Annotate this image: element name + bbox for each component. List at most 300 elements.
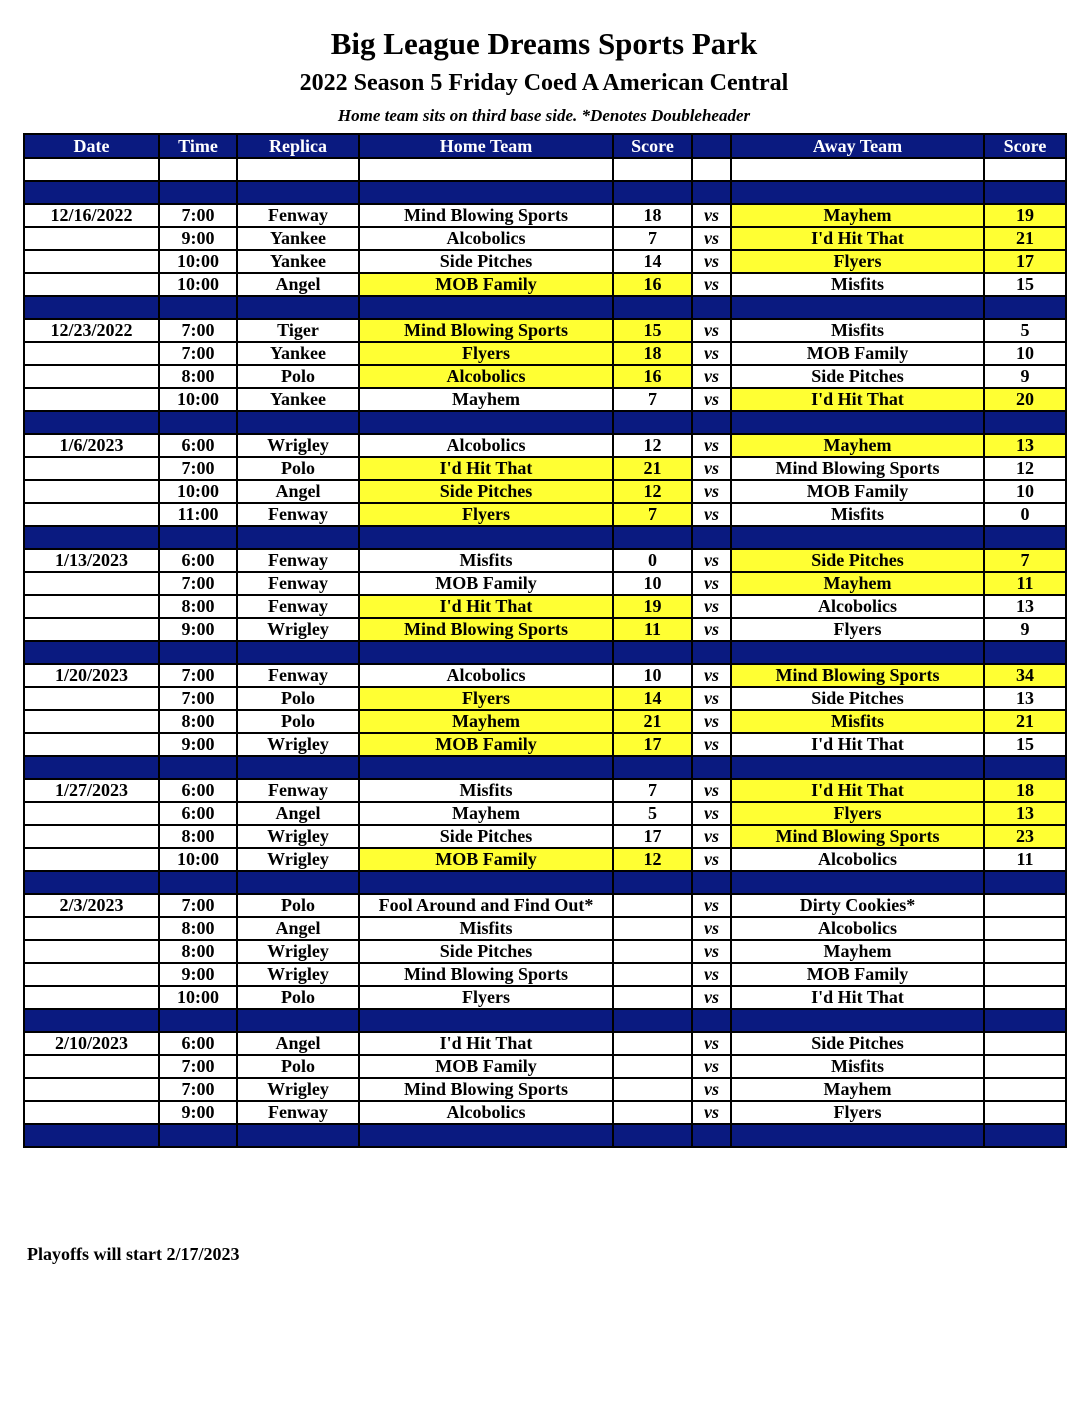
- away-score-cell: 15: [984, 273, 1066, 296]
- away-score-cell: 21: [984, 710, 1066, 733]
- game-row: [24, 986, 1066, 1009]
- game-row: [24, 319, 1066, 342]
- vs-label: [692, 1124, 731, 1147]
- home-score-cell: [613, 1009, 692, 1032]
- date-cell: 12/16/2022: [24, 204, 159, 227]
- game-row: [24, 365, 1066, 388]
- away-team-cell: Flyers: [731, 802, 984, 825]
- vs-label: vs: [692, 1032, 731, 1055]
- away-score-cell: 34: [984, 664, 1066, 687]
- game-row: [24, 710, 1066, 733]
- vs-label: vs: [692, 963, 731, 986]
- header-row: [24, 134, 1066, 158]
- away-team-cell: MOB Family: [731, 480, 984, 503]
- game-row: [24, 503, 1066, 526]
- week-separator-row: [24, 1009, 1066, 1032]
- home-score-cell: [613, 296, 692, 319]
- away-team-cell: Flyers: [731, 250, 984, 273]
- date-cell: 2/10/2023: [24, 1032, 159, 1055]
- away-score-cell: [984, 963, 1066, 986]
- home-team-cell: Mayhem: [359, 802, 613, 825]
- vs-label: vs: [692, 825, 731, 848]
- column-header-vs: [692, 134, 731, 158]
- game-row: [24, 1078, 1066, 1101]
- replica-cell: Wrigley: [237, 940, 359, 963]
- vs-label: vs: [692, 618, 731, 641]
- vs-label: vs: [692, 986, 731, 1009]
- home-team-cell: Alcobolics: [359, 434, 613, 457]
- home-team-cell: Side Pitches: [359, 940, 613, 963]
- replica-cell: Fenway: [237, 595, 359, 618]
- vs-label: vs: [692, 1101, 731, 1124]
- home-team-cell: [359, 526, 613, 549]
- away-team-cell: I'd Hit That: [731, 733, 984, 756]
- time-cell: 6:00: [159, 802, 237, 825]
- home-score-cell: [613, 641, 692, 664]
- column-header-time: Time: [159, 134, 237, 158]
- replica-cell: Angel: [237, 480, 359, 503]
- home-score-cell: 16: [613, 365, 692, 388]
- home-score-cell: 18: [613, 342, 692, 365]
- home-score-cell: 10: [613, 572, 692, 595]
- game-row: [24, 549, 1066, 572]
- date-cell: [24, 848, 159, 871]
- away-score-cell: [984, 871, 1066, 894]
- time-cell: 7:00: [159, 664, 237, 687]
- time-cell: 9:00: [159, 1101, 237, 1124]
- date-cell: [24, 158, 159, 181]
- away-score-cell: [984, 1055, 1066, 1078]
- away-team-cell: Mind Blowing Sports: [731, 825, 984, 848]
- date-cell: [24, 1124, 159, 1147]
- away-team-cell: Misfits: [731, 319, 984, 342]
- week-separator-row: [24, 871, 1066, 894]
- home-team-cell: MOB Family: [359, 848, 613, 871]
- away-team-cell: Mayhem: [731, 434, 984, 457]
- date-cell: [24, 756, 159, 779]
- date-cell: [24, 1078, 159, 1101]
- vs-label: vs: [692, 342, 731, 365]
- away-score-cell: 19: [984, 204, 1066, 227]
- home-team-cell: Mayhem: [359, 388, 613, 411]
- vs-label: vs: [692, 319, 731, 342]
- home-team-cell: Misfits: [359, 549, 613, 572]
- replica-cell: Fenway: [237, 549, 359, 572]
- home-score-cell: [613, 158, 692, 181]
- date-cell: [24, 595, 159, 618]
- time-cell: [159, 181, 237, 204]
- home-score-cell: 12: [613, 848, 692, 871]
- vs-label: vs: [692, 549, 731, 572]
- time-cell: 6:00: [159, 434, 237, 457]
- home-team-cell: Flyers: [359, 342, 613, 365]
- replica-cell: Yankee: [237, 227, 359, 250]
- away-score-cell: [984, 1124, 1066, 1147]
- away-score-cell: [984, 917, 1066, 940]
- game-row: [24, 894, 1066, 917]
- home-team-cell: I'd Hit That: [359, 595, 613, 618]
- time-cell: 11:00: [159, 503, 237, 526]
- home-team-cell: Mayhem: [359, 710, 613, 733]
- vs-label: vs: [692, 779, 731, 802]
- vs-label: vs: [692, 250, 731, 273]
- date-cell: [24, 572, 159, 595]
- away-team-cell: Mind Blowing Sports: [731, 457, 984, 480]
- vs-label: vs: [692, 1078, 731, 1101]
- home-score-cell: 5: [613, 802, 692, 825]
- away-team-cell: I'd Hit That: [731, 779, 984, 802]
- away-team-cell: [731, 411, 984, 434]
- vs-label: vs: [692, 1055, 731, 1078]
- time-cell: 10:00: [159, 250, 237, 273]
- away-team-cell: Alcobolics: [731, 595, 984, 618]
- home-score-cell: [613, 1124, 692, 1147]
- time-cell: 9:00: [159, 733, 237, 756]
- home-team-cell: Alcobolics: [359, 1101, 613, 1124]
- home-team-cell: Mind Blowing Sports: [359, 204, 613, 227]
- home-team-cell: [359, 181, 613, 204]
- replica-cell: Polo: [237, 687, 359, 710]
- game-row: [24, 250, 1066, 273]
- home-score-cell: 15: [613, 319, 692, 342]
- date-cell: [24, 503, 159, 526]
- replica-cell: Polo: [237, 986, 359, 1009]
- time-cell: 7:00: [159, 204, 237, 227]
- home-team-cell: MOB Family: [359, 273, 613, 296]
- vs-label: vs: [692, 848, 731, 871]
- away-score-cell: [984, 411, 1066, 434]
- vs-label: vs: [692, 917, 731, 940]
- time-cell: 7:00: [159, 687, 237, 710]
- date-cell: [24, 963, 159, 986]
- time-cell: 7:00: [159, 1055, 237, 1078]
- away-score-cell: [984, 181, 1066, 204]
- away-score-cell: 17: [984, 250, 1066, 273]
- away-score-cell: [984, 641, 1066, 664]
- week-separator-row: [24, 526, 1066, 549]
- replica-cell: [237, 756, 359, 779]
- away-score-cell: 13: [984, 434, 1066, 457]
- home-score-cell: 7: [613, 779, 692, 802]
- away-score-cell: 13: [984, 595, 1066, 618]
- date-cell: [24, 1055, 159, 1078]
- time-cell: 8:00: [159, 940, 237, 963]
- time-cell: [159, 1124, 237, 1147]
- date-cell: [24, 480, 159, 503]
- game-row: [24, 963, 1066, 986]
- time-cell: 9:00: [159, 618, 237, 641]
- home-team-cell: MOB Family: [359, 733, 613, 756]
- home-score-cell: [613, 1101, 692, 1124]
- away-score-cell: [984, 894, 1066, 917]
- vs-label: vs: [692, 940, 731, 963]
- time-cell: 6:00: [159, 1032, 237, 1055]
- away-team-cell: [731, 158, 984, 181]
- home-team-cell: [359, 1009, 613, 1032]
- time-cell: 10:00: [159, 273, 237, 296]
- away-team-cell: [731, 1124, 984, 1147]
- home-score-cell: 7: [613, 388, 692, 411]
- vs-label: vs: [692, 802, 731, 825]
- away-score-cell: [984, 1009, 1066, 1032]
- replica-cell: Wrigley: [237, 618, 359, 641]
- game-row: [24, 917, 1066, 940]
- time-cell: 10:00: [159, 986, 237, 1009]
- vs-label: vs: [692, 894, 731, 917]
- home-team-cell: [359, 1124, 613, 1147]
- replica-cell: Wrigley: [237, 825, 359, 848]
- home-score-cell: 12: [613, 480, 692, 503]
- game-row: [24, 664, 1066, 687]
- date-cell: [24, 1101, 159, 1124]
- away-team-cell: Misfits: [731, 710, 984, 733]
- home-score-cell: [613, 940, 692, 963]
- away-score-cell: [984, 158, 1066, 181]
- vs-label: [692, 871, 731, 894]
- date-cell: [24, 1009, 159, 1032]
- replica-cell: Angel: [237, 273, 359, 296]
- vs-label: [692, 1009, 731, 1032]
- vs-label: [692, 411, 731, 434]
- time-cell: 9:00: [159, 963, 237, 986]
- home-team-cell: [359, 296, 613, 319]
- game-row: [24, 1101, 1066, 1124]
- replica-cell: [237, 296, 359, 319]
- away-score-cell: 20: [984, 388, 1066, 411]
- away-score-cell: [984, 940, 1066, 963]
- home-team-cell: Misfits: [359, 779, 613, 802]
- replica-cell: Wrigley: [237, 848, 359, 871]
- away-team-cell: Misfits: [731, 1055, 984, 1078]
- game-row: [24, 388, 1066, 411]
- away-team-cell: [731, 871, 984, 894]
- away-score-cell: 5: [984, 319, 1066, 342]
- home-team-cell: Mind Blowing Sports: [359, 1078, 613, 1101]
- replica-cell: Angel: [237, 917, 359, 940]
- date-cell: [24, 733, 159, 756]
- date-cell: [24, 871, 159, 894]
- away-team-cell: Side Pitches: [731, 1032, 984, 1055]
- replica-cell: Fenway: [237, 204, 359, 227]
- date-cell: [24, 227, 159, 250]
- game-row: [24, 687, 1066, 710]
- time-cell: 9:00: [159, 227, 237, 250]
- game-row: [24, 572, 1066, 595]
- time-cell: 8:00: [159, 825, 237, 848]
- date-cell: [24, 641, 159, 664]
- date-cell: [24, 825, 159, 848]
- home-score-cell: 21: [613, 457, 692, 480]
- time-cell: 7:00: [159, 1078, 237, 1101]
- away-score-cell: [984, 526, 1066, 549]
- away-score-cell: 12: [984, 457, 1066, 480]
- away-team-cell: Alcobolics: [731, 917, 984, 940]
- vs-label: [692, 641, 731, 664]
- home-team-cell: Side Pitches: [359, 250, 613, 273]
- away-team-cell: Misfits: [731, 503, 984, 526]
- away-score-cell: 23: [984, 825, 1066, 848]
- game-row: [24, 1032, 1066, 1055]
- away-team-cell: Dirty Cookies*: [731, 894, 984, 917]
- date-cell: [24, 917, 159, 940]
- replica-cell: Polo: [237, 457, 359, 480]
- game-row: [24, 480, 1066, 503]
- date-cell: 1/13/2023: [24, 549, 159, 572]
- away-score-cell: 11: [984, 572, 1066, 595]
- away-score-cell: 18: [984, 779, 1066, 802]
- away-score-cell: [984, 756, 1066, 779]
- game-row: [24, 204, 1066, 227]
- away-score-cell: [984, 986, 1066, 1009]
- week-separator-row: [24, 756, 1066, 779]
- home-team-cell: Flyers: [359, 986, 613, 1009]
- home-score-cell: 14: [613, 687, 692, 710]
- away-score-cell: [984, 1078, 1066, 1101]
- home-score-cell: [613, 181, 692, 204]
- replica-cell: [237, 871, 359, 894]
- week-separator-row: [24, 296, 1066, 319]
- home-team-cell: Alcobolics: [359, 365, 613, 388]
- home-score-cell: [613, 1032, 692, 1055]
- replica-cell: [237, 1009, 359, 1032]
- date-cell: [24, 342, 159, 365]
- time-cell: 7:00: [159, 319, 237, 342]
- away-team-cell: [731, 641, 984, 664]
- home-score-cell: 0: [613, 549, 692, 572]
- date-cell: [24, 365, 159, 388]
- away-team-cell: I'd Hit That: [731, 986, 984, 1009]
- time-cell: 10:00: [159, 848, 237, 871]
- away-score-cell: 21: [984, 227, 1066, 250]
- away-score-cell: 7: [984, 549, 1066, 572]
- home-team-cell: Mind Blowing Sports: [359, 319, 613, 342]
- time-cell: [159, 296, 237, 319]
- home-score-cell: 19: [613, 595, 692, 618]
- date-cell: [24, 388, 159, 411]
- home-score-cell: [613, 1055, 692, 1078]
- vs-label: [692, 756, 731, 779]
- away-score-cell: 10: [984, 342, 1066, 365]
- home-score-cell: [613, 411, 692, 434]
- column-header-away-team: Away Team: [731, 134, 984, 158]
- time-cell: 8:00: [159, 917, 237, 940]
- away-team-cell: [731, 526, 984, 549]
- away-score-cell: 10: [984, 480, 1066, 503]
- time-cell: 8:00: [159, 595, 237, 618]
- date-cell: [24, 618, 159, 641]
- time-cell: 7:00: [159, 342, 237, 365]
- game-row: [24, 848, 1066, 871]
- replica-cell: Fenway: [237, 503, 359, 526]
- home-team-note: Home team sits on third base side. *Denotes Doubleheader: [337, 106, 751, 125]
- column-header-replica: Replica: [237, 134, 359, 158]
- vs-label: vs: [692, 273, 731, 296]
- replica-cell: Polo: [237, 894, 359, 917]
- season-subtitle: 2022 Season 5 Friday Coed A American Central: [299, 70, 789, 96]
- game-row: [24, 940, 1066, 963]
- home-team-cell: I'd Hit That: [359, 1032, 613, 1055]
- home-score-cell: 10: [613, 664, 692, 687]
- vs-label: [692, 158, 731, 181]
- game-row: [24, 1055, 1066, 1078]
- vs-label: vs: [692, 388, 731, 411]
- away-team-cell: [731, 756, 984, 779]
- replica-cell: [237, 641, 359, 664]
- replica-cell: Tiger: [237, 319, 359, 342]
- away-team-cell: Side Pitches: [731, 365, 984, 388]
- home-team-cell: Flyers: [359, 687, 613, 710]
- home-team-cell: I'd Hit That: [359, 457, 613, 480]
- home-team-cell: Side Pitches: [359, 825, 613, 848]
- date-cell: [24, 687, 159, 710]
- replica-cell: Fenway: [237, 1101, 359, 1124]
- replica-cell: Wrigley: [237, 963, 359, 986]
- game-row: [24, 595, 1066, 618]
- date-cell: 12/23/2022: [24, 319, 159, 342]
- date-cell: 1/27/2023: [24, 779, 159, 802]
- playoffs-note: Playoffs will start 2/17/2023: [27, 1244, 240, 1264]
- week-separator-row: [24, 641, 1066, 664]
- home-score-cell: 12: [613, 434, 692, 457]
- home-score-cell: 7: [613, 227, 692, 250]
- date-cell: [24, 296, 159, 319]
- home-team-cell: Alcobolics: [359, 664, 613, 687]
- game-row: [24, 733, 1066, 756]
- vs-label: vs: [692, 710, 731, 733]
- game-row: [24, 342, 1066, 365]
- column-header-away-score: Score: [984, 134, 1066, 158]
- home-score-cell: 18: [613, 204, 692, 227]
- vs-label: vs: [692, 204, 731, 227]
- home-score-cell: 7: [613, 503, 692, 526]
- date-cell: [24, 411, 159, 434]
- replica-cell: Yankee: [237, 388, 359, 411]
- time-cell: 8:00: [159, 710, 237, 733]
- away-team-cell: Flyers: [731, 1101, 984, 1124]
- schedule-body: [24, 158, 1066, 1147]
- vs-label: vs: [692, 595, 731, 618]
- home-team-cell: [359, 411, 613, 434]
- game-row: [24, 457, 1066, 480]
- time-cell: [159, 641, 237, 664]
- home-team-cell: MOB Family: [359, 1055, 613, 1078]
- replica-cell: [237, 181, 359, 204]
- away-team-cell: [731, 296, 984, 319]
- home-score-cell: [613, 917, 692, 940]
- away-team-cell: [731, 1009, 984, 1032]
- home-score-cell: [613, 871, 692, 894]
- date-cell: [24, 802, 159, 825]
- game-row: [24, 227, 1066, 250]
- column-header-home-score: Score: [613, 134, 692, 158]
- away-team-cell: [731, 181, 984, 204]
- vs-label: [692, 181, 731, 204]
- replica-cell: Wrigley: [237, 434, 359, 457]
- replica-cell: Polo: [237, 365, 359, 388]
- away-team-cell: Alcobolics: [731, 848, 984, 871]
- time-cell: 7:00: [159, 894, 237, 917]
- vs-label: vs: [692, 664, 731, 687]
- home-team-cell: Flyers: [359, 503, 613, 526]
- away-team-cell: Mayhem: [731, 204, 984, 227]
- away-score-cell: [984, 1032, 1066, 1055]
- home-score-cell: 11: [613, 618, 692, 641]
- home-score-cell: 21: [613, 710, 692, 733]
- away-score-cell: 15: [984, 733, 1066, 756]
- away-team-cell: Mayhem: [731, 572, 984, 595]
- away-team-cell: Side Pitches: [731, 687, 984, 710]
- away-score-cell: 11: [984, 848, 1066, 871]
